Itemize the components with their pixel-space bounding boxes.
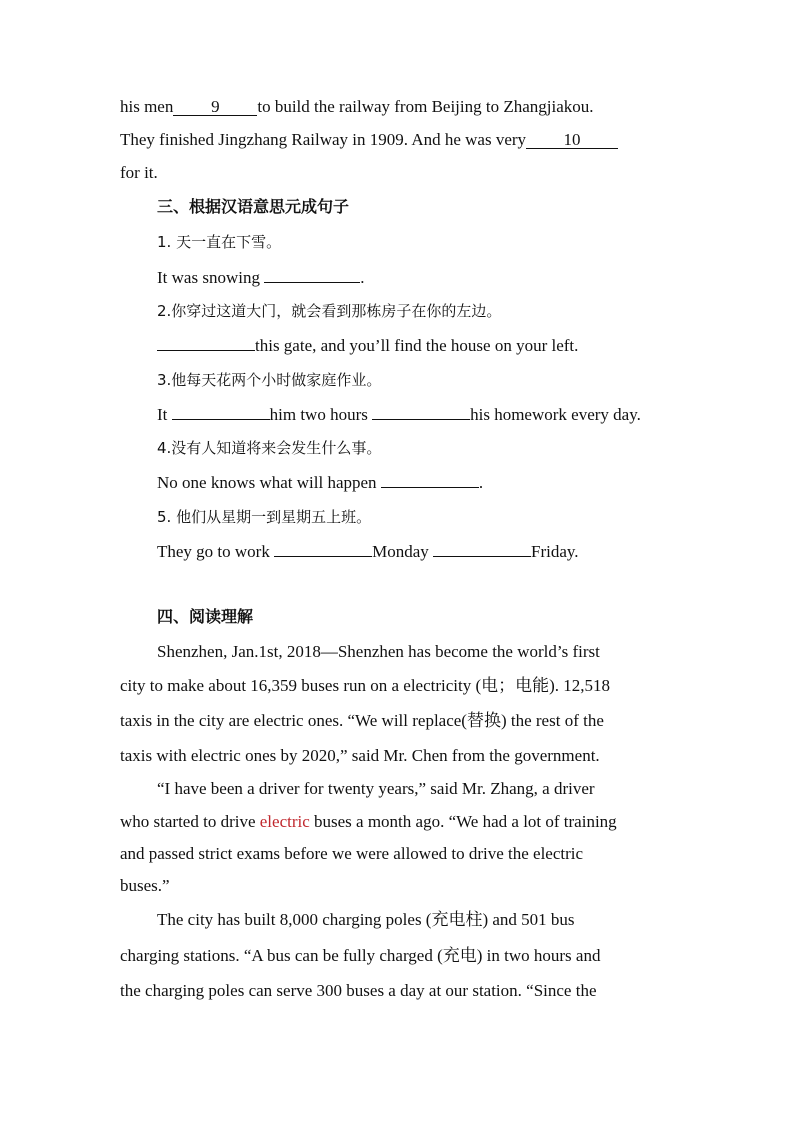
cloze-line-3 [120,162,158,184]
answer-blank[interactable] [381,471,479,488]
section-3-heading: 三、根据汉语意思元成句子 [157,197,350,216]
question-3-chinese: 3.他每天花两个小时做家庭作业。 [157,371,382,389]
sentence-text: It was snowing [157,268,260,287]
sentence-text: Friday. [531,542,579,561]
blank-10 [526,132,618,149]
question-4-chinese: 4.没有人知道将来会发生什么事。 [157,439,382,457]
cloze-line-1 [120,96,594,118]
sentence-text: . [478,473,484,492]
highlighted-word: electric [259,812,310,831]
passage-line: buses.” [120,876,170,895]
answer-blank[interactable] [274,540,372,557]
blank-9-number: 9 [211,97,220,116]
answer-blank[interactable] [372,403,470,420]
sentence-text: It [157,405,168,424]
question-4-english [157,471,483,494]
question-1-english [157,266,364,289]
cloze-text: to build the railway from Beijing to Zhangjiakou. [257,97,594,116]
sentence-text: No one knows what will happen [157,473,377,492]
sentence-text: . [360,268,365,287]
section-4-heading: 四、阅读理解 [157,607,254,626]
passage-text: buses a month ago. “We had a lot of training [314,812,617,831]
passage-text: who started to drive [120,812,256,831]
passage-line: city to make about 16,359 buses run on a electricity (电；电能). 12,518 [120,676,611,695]
question-2-english [157,334,578,357]
answer-blank[interactable] [157,334,255,351]
answer-blank[interactable] [433,540,531,557]
passage-line: taxis in the city are electric ones. “We will replace(替换) the rest of the [120,711,604,730]
sentence-text: him two hours [269,405,368,424]
sentence-text: They go to work [157,542,270,561]
blank-9 [173,99,257,116]
passage-line: the charging poles can serve 300 buses a day at our station. “Since the [120,981,597,1000]
sentence-text: this gate, and you’ll find the house on your left. [255,336,579,355]
cloze-text: They finished Jingzhang Railway in 1909. And he was very [120,130,527,149]
question-2-chinese: 2.你穿过这道大门，就会看到那栋房子在你的左边。 [157,302,502,320]
question-5-english [157,540,579,563]
passage-line: charging stations. “A bus can be fully charged (充电) in two hours and [120,946,601,965]
sentence-text: his homework every day. [470,405,641,424]
question-1-chinese: 1. 天一直在下雪。 [157,233,282,251]
answer-blank[interactable] [172,403,270,420]
cloze-text: his men [120,97,174,116]
blank-10-number: 10 [563,130,581,149]
sentence-text: Monday [372,542,429,561]
passage-line: “I have been a driver for twenty years,” said Mr. Zhang, a driver [157,779,595,798]
question-5-chinese: 5. 他们从星期一到星期五上班。 [157,508,372,526]
passage-line: taxis with electric ones by 2020,” said Mr. Chen from the government. [120,746,600,765]
passage-line: and passed strict exams before we were allowed to drive the electric [120,844,584,863]
answer-blank[interactable] [264,266,360,283]
cloze-line-2 [120,129,618,151]
passage-line: Shenzhen, Jan.1st, 2018—Shenzhen has become the world’s first [157,642,600,661]
passage-line: The city has built 8,000 charging poles (充电柱) and 501 bus [157,910,575,929]
question-3-english [157,403,641,426]
cloze-text: for it. [120,163,158,182]
passage-line [120,811,617,833]
